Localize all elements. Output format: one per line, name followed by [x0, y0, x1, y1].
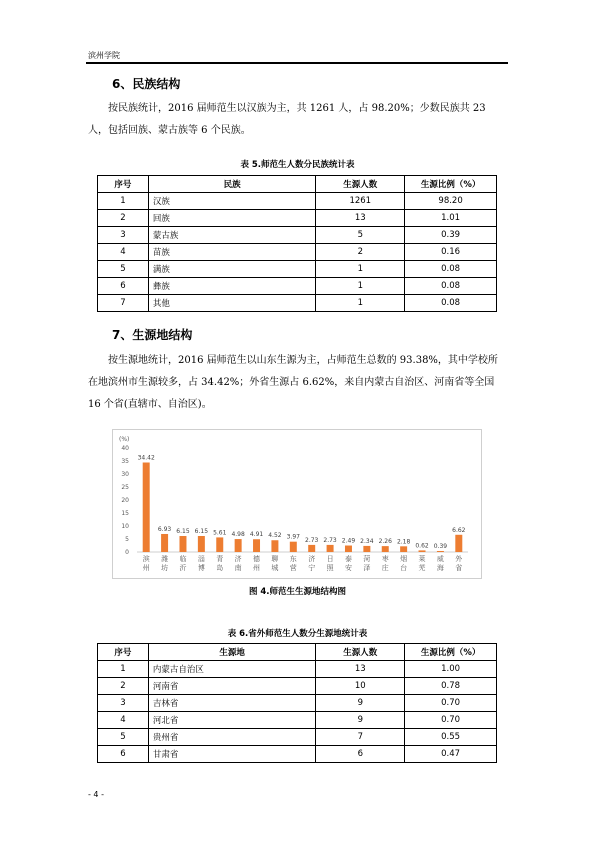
header-cell-ratio: 生源比例（%）	[405, 176, 497, 193]
cell-ethnicity: 蒙古族	[148, 227, 316, 244]
data-label: 4.91	[249, 531, 264, 539]
cell-ratio: 1.01	[405, 210, 497, 227]
table-6	[97, 643, 497, 763]
cell-ethnicity: 回族	[148, 210, 316, 227]
cell-origin: 贵州省	[148, 729, 316, 746]
cell-count: 2	[316, 244, 405, 261]
bar	[455, 535, 462, 552]
data-label: 6.62	[452, 526, 466, 534]
cell-ethnicity: 苗族	[148, 244, 316, 261]
cell-ratio: 0.39	[405, 227, 497, 244]
x-tick-label: 枣庄	[381, 555, 389, 572]
section-7-paragraph: 按生源地统计，2016 届师范生以山东生源为主，占师范生总数的 93.38%，其中学校所在地滨州市生源较多，占 34.42%；外省生源占 6.62%，来自内蒙古自治区、河南省等全国 16 个省(直辖市、自治区)。	[88, 355, 498, 410]
section-6-heading: 6、民族结构	[112, 77, 181, 91]
x-tick-label: 聊城	[271, 555, 279, 572]
table-row	[98, 695, 497, 712]
cell-ethnicity: 彝族	[148, 278, 316, 295]
cell-count: 1	[316, 261, 405, 278]
header-cell-count: 生源人数	[316, 176, 405, 193]
x-tick-label: 东营	[289, 555, 297, 572]
cell-count: 10	[316, 678, 405, 695]
figure-4-caption: 图 4.师范生生源地结构图	[248, 587, 347, 597]
table-5	[97, 175, 497, 312]
table-header-row	[98, 176, 497, 193]
table-6-caption: 表 6.省外师范生人数分生源地统计表	[227, 629, 368, 639]
table-row	[98, 278, 497, 295]
cell-no: 7	[98, 295, 149, 312]
bar	[235, 539, 242, 552]
table-row	[98, 227, 497, 244]
header-rule	[86, 62, 508, 64]
y-tick-label: 5	[125, 536, 129, 543]
table-header-row	[98, 644, 497, 661]
x-tick-label: 莱芜	[418, 555, 426, 572]
bar	[327, 545, 334, 552]
cell-no: 3	[98, 227, 149, 244]
x-tick-label: 青岛	[216, 555, 224, 572]
data-label: 4.52	[268, 532, 282, 540]
cell-ratio: 0.08	[405, 295, 497, 312]
page-number: - 4 -	[88, 790, 104, 799]
x-tick-label: 淄博	[197, 555, 205, 572]
bar	[179, 536, 186, 552]
header-cell-origin: 生源地	[148, 644, 316, 661]
bar	[400, 546, 407, 552]
cell-ethnicity: 满族	[148, 261, 316, 278]
x-tick-label: 临沂	[179, 555, 187, 572]
cell-count: 5	[316, 227, 405, 244]
cell-no: 5	[98, 261, 149, 278]
bar	[216, 537, 223, 552]
x-tick-label: 外省	[455, 555, 463, 572]
cell-count: 1261	[316, 193, 405, 210]
table-row	[98, 244, 497, 261]
data-label: 0.39	[433, 542, 448, 550]
x-tick-label: 日照	[326, 555, 334, 572]
header-cell-count: 生源人数	[316, 644, 405, 661]
cell-ethnicity: 汉族	[148, 193, 316, 210]
x-tick-label: 威海	[436, 555, 444, 572]
data-label: 2.18	[396, 538, 411, 546]
data-label: 6.15	[176, 528, 190, 536]
x-tick-label: 烟台	[400, 555, 408, 572]
table-row	[98, 661, 497, 678]
bar	[161, 534, 168, 552]
table-row	[98, 261, 497, 278]
x-tick-label: 济南	[234, 555, 242, 572]
y-tick-label: 35	[121, 458, 129, 465]
table-row	[98, 729, 497, 746]
data-label: 34.42	[137, 454, 155, 462]
cell-ratio: 0.16	[405, 244, 497, 261]
x-tick-label: 德州	[253, 555, 261, 572]
cell-ratio: 98.20	[405, 193, 497, 210]
data-label: 5.61	[213, 529, 227, 537]
header-cell-no: 序号	[98, 644, 149, 661]
bar	[198, 536, 205, 552]
cell-ratio: 0.70	[405, 712, 497, 729]
data-label: 3.97	[286, 533, 300, 541]
cell-no: 5	[98, 729, 149, 746]
table-row	[98, 210, 497, 227]
y-tick-label: 0	[125, 549, 129, 556]
cell-origin: 甘肃省	[148, 746, 316, 763]
section-7-heading: 7、生源地结构	[112, 328, 193, 342]
x-tick-label: 菏泽	[363, 555, 371, 572]
running-header: 滨州学院	[88, 51, 120, 60]
cell-count: 9	[316, 712, 405, 729]
cell-no: 4	[98, 244, 149, 261]
cell-no: 3	[98, 695, 149, 712]
y-tick-label: 30	[121, 471, 129, 478]
bar	[308, 545, 315, 552]
table-row	[98, 295, 497, 312]
header-cell-ethnicity: 民族	[148, 176, 316, 193]
bar	[363, 546, 370, 552]
bar	[271, 540, 278, 552]
bar	[382, 546, 389, 552]
table-row	[98, 678, 497, 695]
x-tick-label: 滨州	[142, 555, 150, 572]
cell-origin: 内蒙古自治区	[148, 661, 316, 678]
table-row	[98, 193, 497, 210]
cell-no: 2	[98, 678, 149, 695]
cell-ratio: 0.08	[405, 261, 497, 278]
cell-no: 1	[98, 661, 149, 678]
bar	[290, 542, 297, 552]
header-cell-no: 序号	[98, 176, 149, 193]
cell-origin: 河南省	[148, 678, 316, 695]
y-tick-label: 20	[121, 497, 129, 504]
data-label: 0.62	[415, 542, 429, 550]
cell-no: 1	[98, 193, 149, 210]
x-tick-label: 泰安	[344, 555, 352, 572]
y-unit-label: (%)	[119, 436, 130, 443]
y-tick-label: 10	[121, 523, 129, 530]
cell-count: 7	[316, 729, 405, 746]
cell-ratio: 0.47	[405, 746, 497, 763]
data-label: 6.93	[157, 525, 172, 533]
data-label: 4.98	[231, 531, 245, 539]
y-tick-label: 15	[121, 510, 129, 517]
x-tick-label: 济宁	[308, 555, 316, 572]
cell-origin: 河北省	[148, 712, 316, 729]
cell-no: 6	[98, 278, 149, 295]
cell-origin: 吉林省	[148, 695, 316, 712]
cell-count: 1	[316, 295, 405, 312]
data-label: 2.26	[378, 538, 392, 546]
data-label: 2.73	[305, 536, 319, 544]
data-label: 6.15	[194, 528, 209, 536]
cell-no: 4	[98, 712, 149, 729]
data-label: 2.49	[341, 537, 356, 545]
cell-count: 6	[316, 746, 405, 763]
chart-frame	[112, 429, 482, 579]
cell-count: 9	[316, 695, 405, 712]
y-tick-label: 40	[121, 445, 129, 452]
cell-ratio: 0.08	[405, 278, 497, 295]
data-label: 2.73	[323, 536, 337, 544]
cell-ratio: 1.00	[405, 661, 497, 678]
cell-count: 1	[316, 278, 405, 295]
y-tick-label: 25	[121, 484, 129, 491]
origin-bar-chart	[113, 430, 481, 578]
bar	[419, 550, 426, 552]
table-5-caption: 表 5.师范生人数分民族统计表	[240, 160, 355, 170]
bar	[345, 546, 352, 552]
cell-no: 2	[98, 210, 149, 227]
x-tick-label: 潍坊	[161, 555, 169, 572]
section-6-paragraph: 按民族统计，2016 届师范生以汉族为主，共 1261 人，占 98.20%；少数民族共 23 人，包括回族、蒙古族等 6 个民族。	[88, 103, 486, 136]
cell-count: 13	[316, 210, 405, 227]
cell-count: 13	[316, 661, 405, 678]
table-row	[98, 712, 497, 729]
cell-ethnicity: 其他	[148, 295, 316, 312]
cell-ratio: 0.78	[405, 678, 497, 695]
cell-ratio: 0.55	[405, 729, 497, 746]
cell-no: 6	[98, 746, 149, 763]
cell-ratio: 0.70	[405, 695, 497, 712]
bar	[437, 551, 444, 552]
table-row	[98, 746, 497, 763]
data-label: 2.34	[360, 537, 374, 545]
bar	[253, 539, 260, 552]
header-cell-ratio: 生源比例（%）	[405, 644, 497, 661]
bar	[143, 463, 150, 552]
